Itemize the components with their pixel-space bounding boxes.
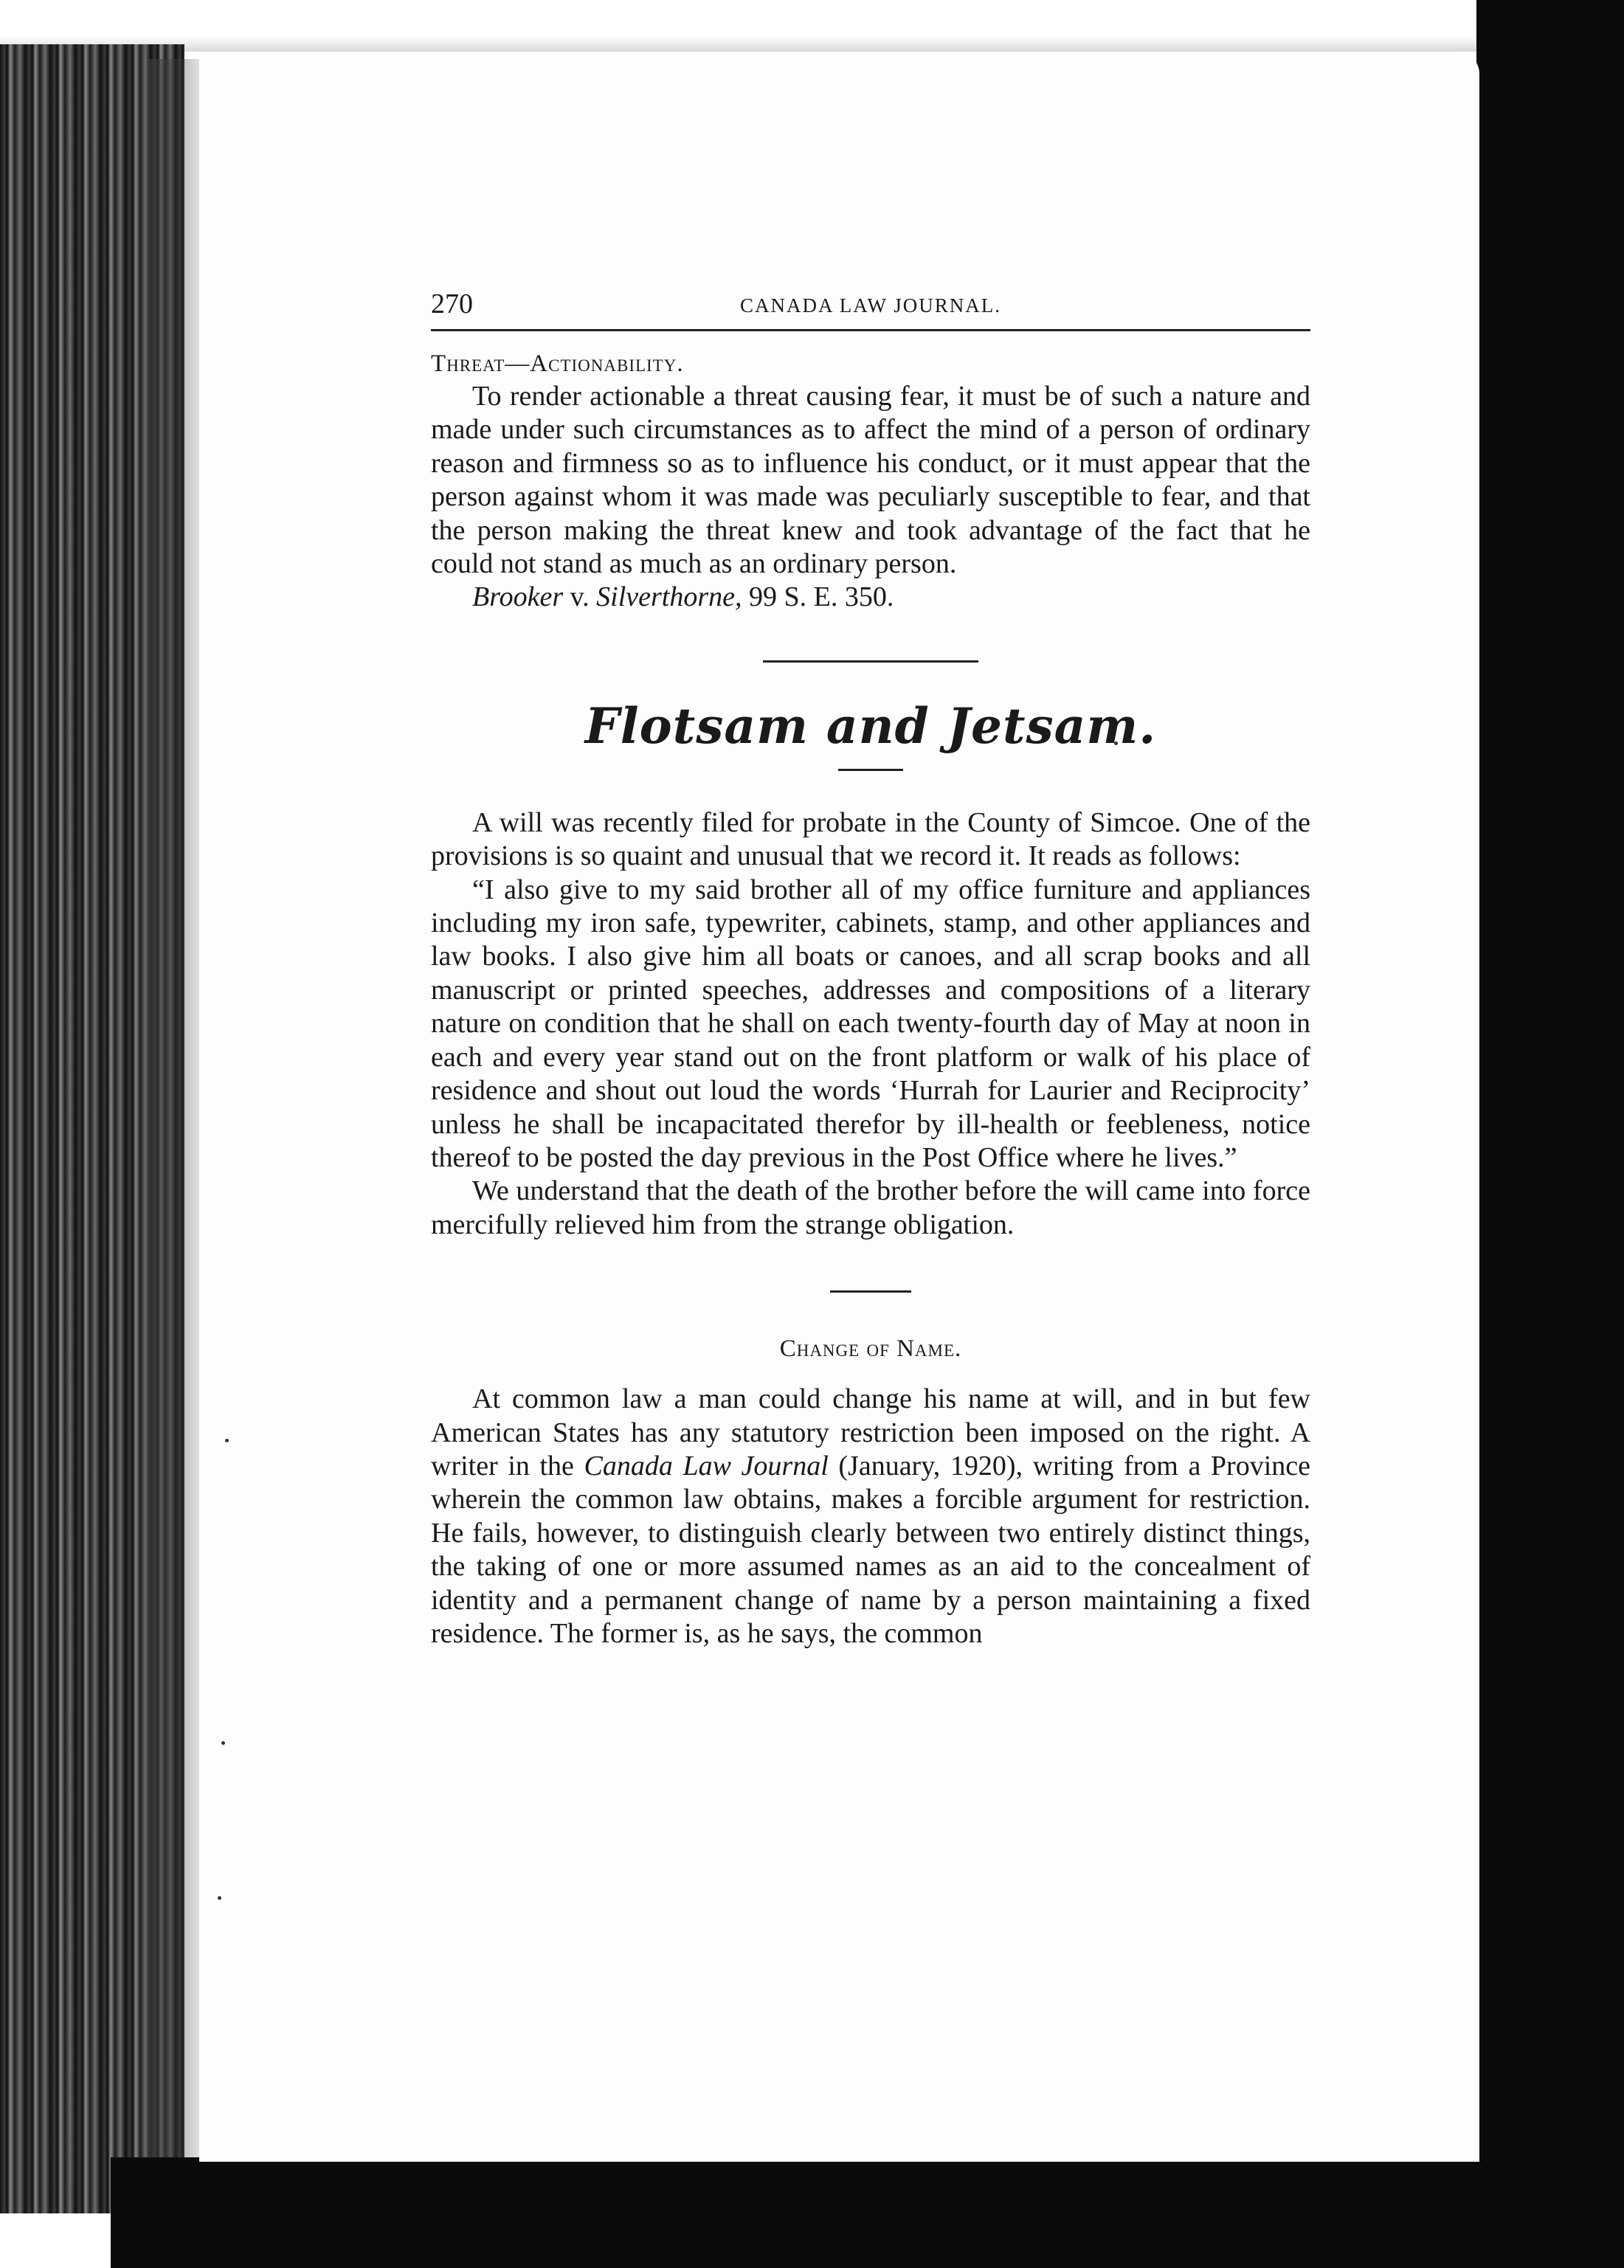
section-change-of-name <box>431 1383 1310 1650</box>
citation-reference: 99 S. E. 350. <box>742 581 894 613</box>
case-party-1: Brooker <box>472 581 564 613</box>
margin-speck <box>221 1741 225 1745</box>
paragraph <box>431 1383 1310 1650</box>
section-threat <box>431 348 1310 615</box>
page-header <box>431 286 1310 331</box>
journal-name: Canada Law Journal <box>584 1450 829 1482</box>
scan-right-border <box>1476 0 1624 2268</box>
citation-v: v. <box>563 581 597 613</box>
section-divider <box>830 1290 911 1293</box>
margin-speck <box>225 1439 229 1442</box>
page-number: 270 <box>431 288 473 319</box>
title-ornament-rule <box>838 769 903 771</box>
running-title: CANADA LAW JOURNAL. <box>739 294 1002 317</box>
text-run: At common law a man could change his name at will, and in but few American States has any statutory restriction been imposed on the right. A writer in the <box>431 1383 1310 1482</box>
page-content <box>431 286 1310 1650</box>
section-divider <box>763 660 978 663</box>
section-title-change-of-name: Change of Name. <box>779 1335 962 1363</box>
case-party-2: Silverthorne, <box>596 581 742 613</box>
quoted-will-paragraph: “I also give to my said brother all of my office furniture and appliances including my iron safe, typewriter, cabinets, stamp, and other appliances and law books. I also give him all boats or canoes, and all scrap books and all manuscript or printed speeches, addresses and compositions of a literary nature on condition that he shall on each twenty-fourth day of May at noon in each and every year stand out on the front platform or walk of his place of residence and shout out loud the words ‘Hurrah for Laurier and Reciprocity’ unless he shall be incapacitated therefor by ill-health or feebleness, notice thereof to be posted the day previous in the Post Office where he lives.” <box>431 874 1310 1173</box>
section-flotsam <box>431 806 1310 1242</box>
scan-bottom-border <box>111 2157 1624 2268</box>
section-title: Threat—Actionability. <box>431 350 684 377</box>
section-body: To render actionable a threat causing fear, it must be of such a nature and made under such circumstances as to affect the mind of a person of ordinary reason and firmness so as to influence his conduct, or it must appear that the person against whom it was made was peculiarly susceptible to fear, and that the person making the threat knew and took advantage of the fact that he could not stand as much as an ordinary person. <box>431 381 1310 580</box>
paragraph: A will was recently filed for probate in the County of Simcoe. One of the provisions is so quaint and unusual that we record it. It reads as follows: <box>431 806 1310 872</box>
scan-top-edge <box>0 0 1624 52</box>
paragraph: We understand that the death of the brother before the will came into force mercifully relieved him from the strange obligation. <box>431 1175 1310 1240</box>
text-run: (January, 1920), writing from a Province wherein the common law obtains, makes a forcible argument for restriction. He fails, however, to distinguish clearly between two entirely distinct things, the taking of one or more assumed names as an aid to the concealment of identity and a permanent change of name by a person maintaining a fixed residence. The former is, as he says, the common <box>431 1450 1310 1649</box>
section-title-flotsam: Flotsam and Jetsam. <box>584 696 1157 755</box>
case-citation <box>431 581 1310 614</box>
margin-speck <box>218 1896 221 1900</box>
